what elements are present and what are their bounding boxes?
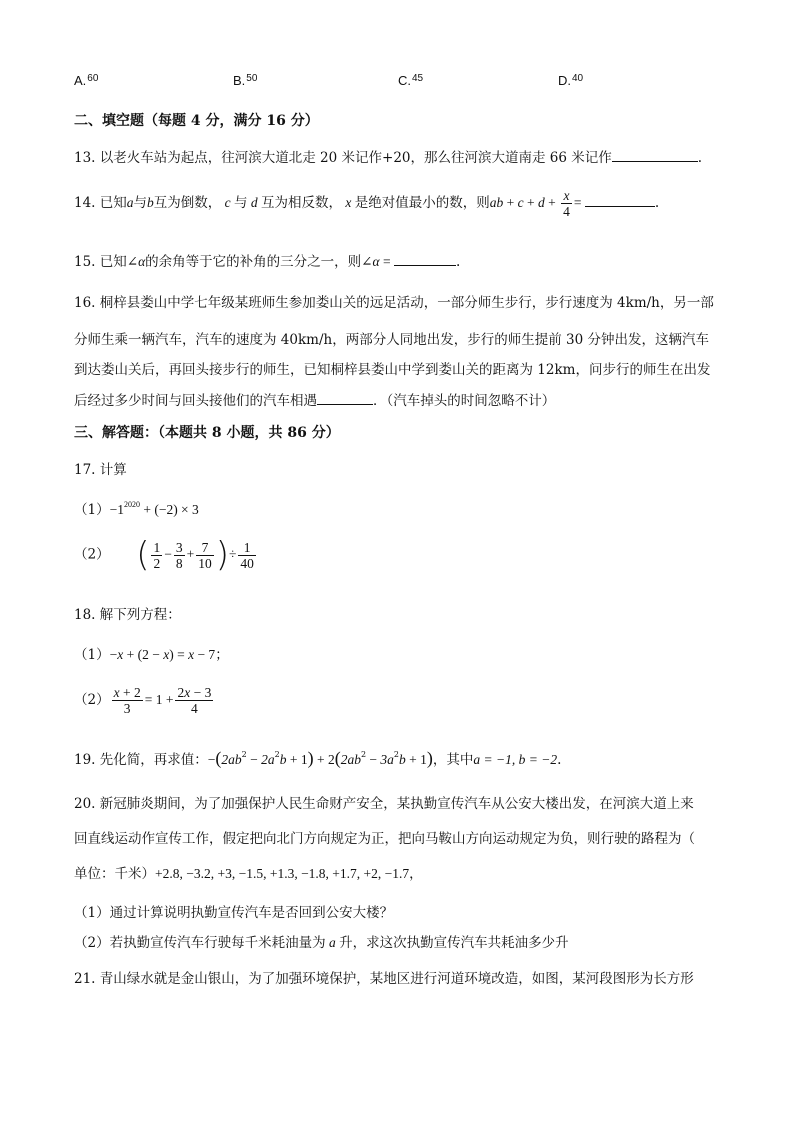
question-21-line1: 21. 青山绿水就是金山银山，为了加强环境保护，某地区进行河道环境改造，如图，某河段图形为长方形 xyxy=(74,971,694,987)
question-19: 19. 先化简，再求值：$-(2ab^2 - 2a^2b + 1) + 2(2ab^2 - 3a^2b + 1)$，其中a = −1, b = −2. xyxy=(74,748,562,768)
choice-c: C.$^{45}$ xyxy=(398,73,424,88)
question-17-part2: （2） ( $\frac{1}{2}$ − $\frac{3}{8}$ + $\frac{7}{10}$ )÷ $\frac{1}{40}$ xyxy=(74,535,254,575)
question-20-sub2: （2）若执勤宣传汽车行驶每千米耗油量为 a 升，求这次执勤宣传汽车共耗油多少升 xyxy=(74,935,569,951)
section-heading-fill-in: 二、填空题（每题 4 分，满分 16 分） xyxy=(74,113,319,129)
choice-d: D.$^{40}$ xyxy=(558,73,584,88)
question-16-line4: 后经过多少时间与回头接他们的汽车相遇 ．（汽车掉头的时间忽略不计） xyxy=(74,393,556,409)
section-heading-solve: 三、解答题：（本题共 8 小题，共 86 分） xyxy=(74,425,340,441)
question-15: 15. 已知∠α的余角等于它的补角的三分之一，则∠α = . xyxy=(74,254,461,270)
question-18-part1: （1）−x + (2 − x) = x − 7； xyxy=(74,647,229,663)
answer-blank xyxy=(317,392,373,405)
question-14: 14. 已知a与b互为倒数， c 与 d 互为相反数， x 是绝对值最小的数，则ab + c + d + $\frac{x}{4}$ = . xyxy=(74,188,660,219)
question-20-line2: 回直线运动作宣传工作，假定把向北门方向规定为正，把向马鞍山方向运动规定为负，则行驶的路程为（ xyxy=(74,831,695,847)
answer-blank xyxy=(612,149,698,162)
choice-a: A.$^{60}$ xyxy=(74,73,99,88)
question-13: 13. 以老火车站为起点，往河滨大道北走 20 米记作+20，那么往河滨大道南走 66 米记作 . xyxy=(74,150,703,166)
question-16-line1: 16. 桐梓县娄山中学七年级某班师生参加娄山关的远足活动，一部分师生步行，步行速度为 4km/h，另一部 xyxy=(74,295,714,311)
question-20-line1: 20. 新冠肺炎期间，为了加强保护人民生命财产安全，某执勤宣传汽车从公安大楼出发，在河滨大道上来 xyxy=(74,796,694,812)
question-20-sub1: （1）通过计算说明执勤宣传汽车是否回到公安大楼？ xyxy=(74,905,394,921)
answer-blank xyxy=(394,253,456,266)
answer-blank xyxy=(585,194,655,207)
question-20-line3: 单位：千米）+2.8, −3.2, +3, −1.5, +1.3, −1.8, +1.7, +2, −1.7， xyxy=(74,866,423,882)
question-16-line3: 到达娄山关后，再回头接步行的师生，已知桐梓县娄山中学到娄山关的距离为 12km，问步行的师生在出发 xyxy=(74,362,711,378)
question-16-line2: 分师生乘一辆汽车，汽车的速度为 40km/h，两部分人同地出发，步行的师生提前 30 分钟出发，这辆汽车 xyxy=(74,332,709,348)
question-17-part1: $(1)-1^{2020} + (-2) \times 3$ xyxy=(74,500,199,518)
question-17-title: 17. 计算 xyxy=(74,462,127,478)
choice-b: B.$^{50}$ xyxy=(233,73,258,88)
question-18-part2: （2） $\frac{x + 2}{3}$ = 1 + $\frac{2x - 3}{4}$ xyxy=(74,685,212,716)
question-18-title: 18. 解下列方程： xyxy=(74,607,181,623)
